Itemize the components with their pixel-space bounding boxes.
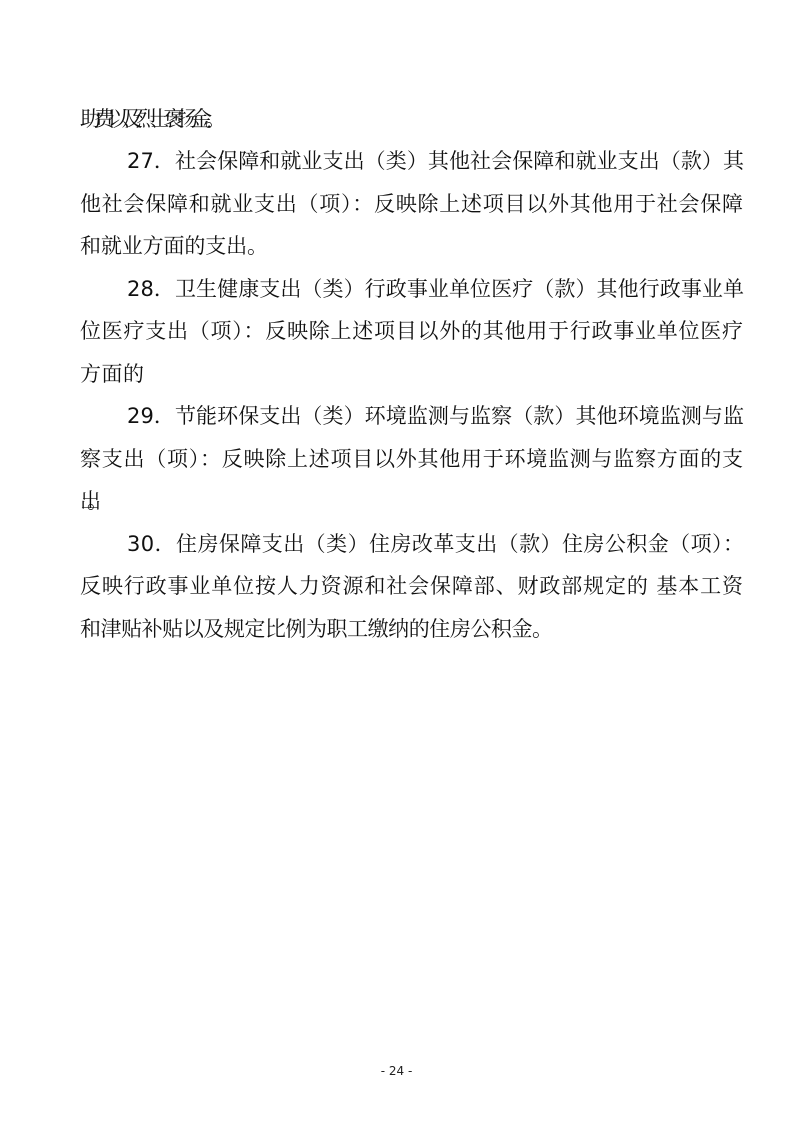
line-text: 察支出（项）：反映除上述项目以外其他用于环境监测与监察方面的支 bbox=[80, 447, 744, 471]
paragraph-line bbox=[0, 311, 793, 351]
line-text: 29．节能环保支出（类）环境监测与监察（款）其他环境监测与监 bbox=[127, 404, 745, 428]
paragraph-line bbox=[0, 566, 793, 606]
paragraph-line bbox=[0, 226, 793, 266]
paragraph-line bbox=[0, 354, 793, 394]
paragraph-line bbox=[0, 396, 793, 436]
line-text: 28．卫生健康支出（类）行政事业单位医疗（款）其他行政事业单 bbox=[127, 277, 745, 301]
paragraph-line bbox=[0, 481, 793, 521]
paragraph-line bbox=[0, 439, 793, 479]
paragraph-line bbox=[0, 184, 793, 224]
line-text: 位医疗支出（项）：反映除上述项目以外的其他用于行政事业单位医疗 bbox=[80, 319, 744, 343]
paragraph-line bbox=[0, 99, 793, 139]
line-text: 方面的 bbox=[80, 362, 145, 386]
line-text: 出。 bbox=[80, 489, 94, 513]
line-text: 反映行政事业单位按人力资源和社会保障部、财政部规定的 基本工资 bbox=[80, 574, 744, 598]
line-text: 和就业方面的支出。 bbox=[80, 234, 268, 258]
line-text: 他社会保障和就业支出（项）：反映除上述项目以外其他用于社会保障 bbox=[80, 192, 744, 216]
paragraph-line bbox=[0, 609, 793, 649]
paragraph-line bbox=[0, 524, 793, 564]
line-text: 27．社会保障和就业支出（类）其他社会保障和就业支出（款）其 bbox=[127, 149, 745, 173]
line-text: 助费以及烈士褒扬金。 bbox=[80, 107, 219, 131]
page-number: - 24 - bbox=[380, 1064, 413, 1078]
paragraph-line bbox=[0, 269, 793, 309]
paragraph-line bbox=[0, 141, 793, 181]
line-text: 和津贴补贴以及规定比例为职工缴纳的住房公积金。 bbox=[80, 617, 553, 641]
line-text: 30．住房保障支出（类）住房改革支出（款）住房公积金（项）： bbox=[127, 532, 745, 556]
